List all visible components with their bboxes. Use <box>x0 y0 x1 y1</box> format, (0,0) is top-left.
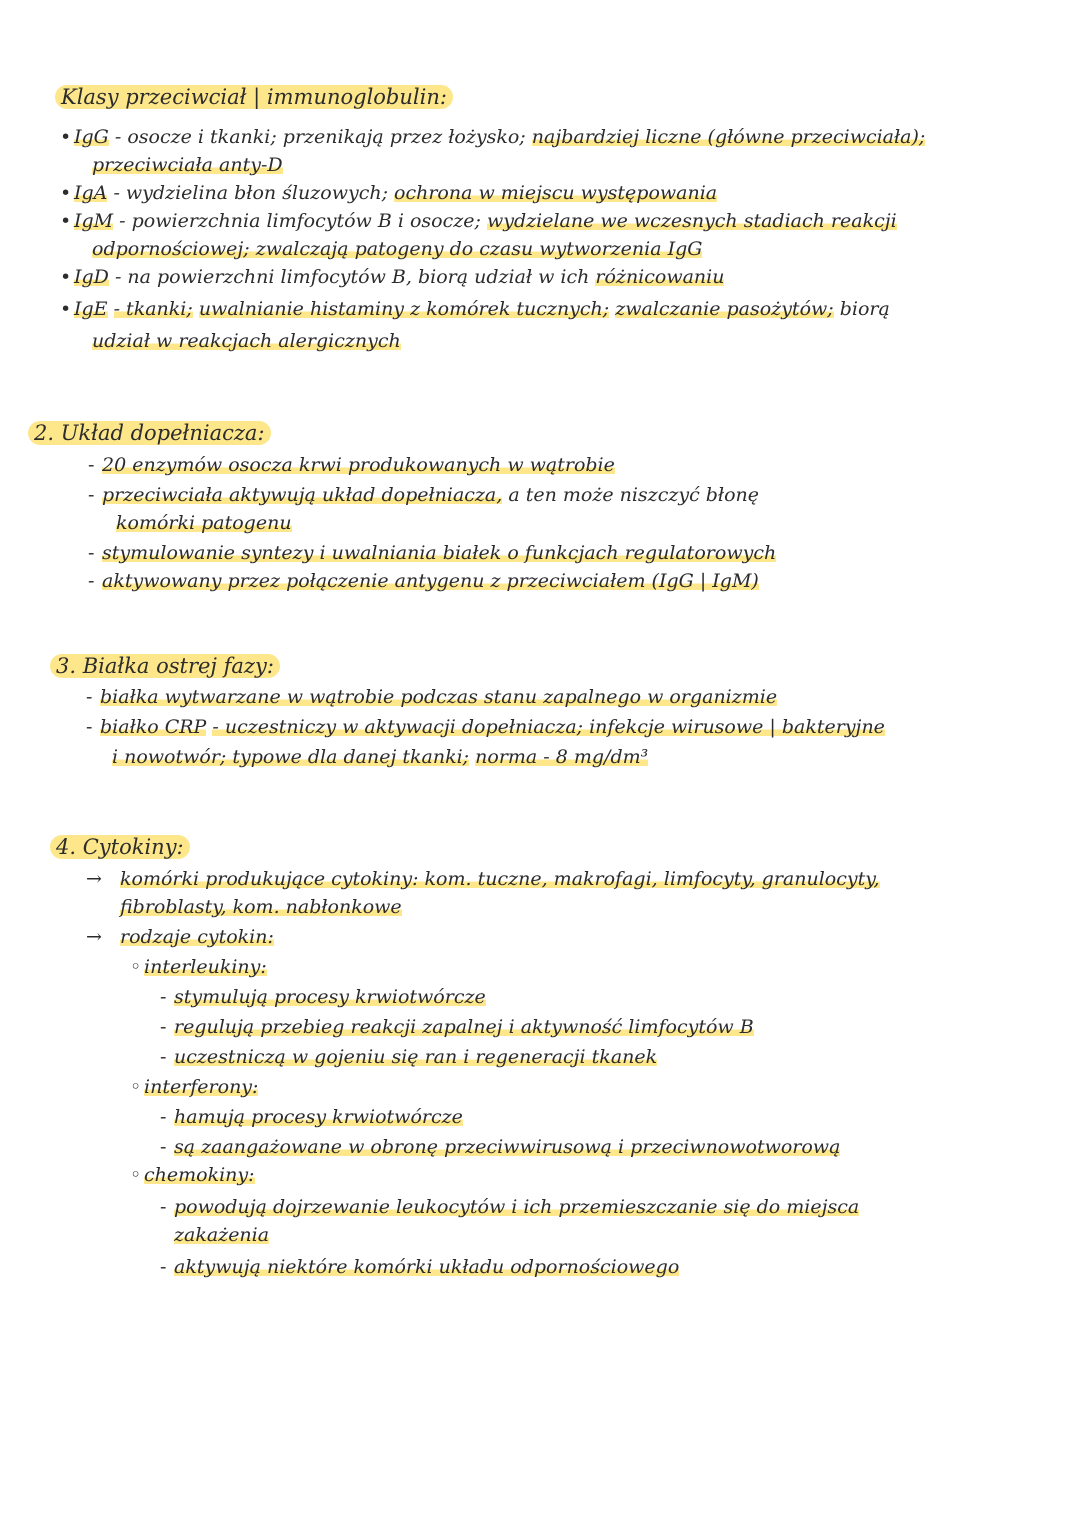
s3-text-2d: norma - 8 mg/dm³ <box>475 746 649 768</box>
igg-text-3: przeciwciała anty-D <box>92 154 283 176</box>
igd-text-2: różnicowaniu <box>595 266 725 288</box>
ige-text-5: udział w reakcjach alergicznych <box>92 330 401 352</box>
igd-line: • IgD - na powierzchni limfocytów B, biorą udział w ich różnicowaniu <box>60 266 725 288</box>
il-item-1: - stymulują procesy krwiotwórcze <box>160 986 486 1008</box>
s2-text-4a: aktywowany przez połączenie antygenu z przeciwciałem (IgG | IgM) <box>102 570 759 592</box>
igm-text-1: - powierzchnia limfocytów B i osocze; <box>119 210 481 232</box>
iga-text-2: ochrona w miejscu występowania <box>394 182 718 204</box>
ige-text-4: biorą <box>839 298 890 320</box>
ige-text-1: - tkanki; <box>113 298 193 320</box>
igg-line-1: • IgG - osocze i tkanki; przenikają przez łożysko; najbardziej liczne (główne przeciwciała); <box>60 126 926 148</box>
il-text-2: regulują przebieg reakcji zapalnej i aktywność limfocytów B <box>174 1016 754 1038</box>
ch-text-1: powodują dojrzewanie leukocytów i ich przemieszczanie się do miejsca <box>174 1196 860 1218</box>
ige-text-3: zwalczanie pasożytów; <box>615 298 834 320</box>
igd-text-1: - na powierzchni limfocytów B, biorą udział w ich <box>114 266 590 288</box>
ch-text-1b: zakażenia <box>174 1224 270 1246</box>
il-text-3: uczestniczą w gojeniu się ran i regeneracji tkanek <box>174 1046 658 1068</box>
s3-item-2-cont <box>112 744 648 770</box>
chemokiny-heading: ◦ chemokiny: <box>130 1164 255 1186</box>
igm-text-3: odpornościowej; zwalczają patogeny do czasu wytworzenia IgG <box>92 238 703 260</box>
il-item-2: - regulują przebieg reakcji zapalnej i aktywność limfocytów B <box>160 1016 754 1038</box>
igm-line-1: • IgM - powierzchnia limfocytów B i osocze; wydzielane we wczesnych stadiach reakcji <box>60 210 897 232</box>
s3-item-1: - białka wytwarzane w wątrobie podczas stanu zapalnego w organizmie <box>86 686 778 708</box>
s3-text-2a: białko CRP <box>100 716 207 738</box>
s4-arrow-1 <box>86 866 880 892</box>
ch-item-1-cont <box>174 1222 269 1248</box>
section3-heading <box>50 653 280 679</box>
igg-name: IgG <box>74 126 109 148</box>
s2-item-3: - stymulowanie syntezy i uwalniania białek o funkcjach regulatorowych <box>88 542 777 564</box>
s4-text-a1b: fibroblasty, kom. nabłonkowe <box>120 896 402 918</box>
section2-heading <box>28 420 271 446</box>
s2-text-1a: 20 enzymów osocza krwi produkowanych w wątrobie <box>102 454 615 476</box>
igm-name: IgM <box>74 210 114 232</box>
section1-title: Klasy przeciwciał | immunoglobulin: <box>55 85 453 109</box>
s4-text-a2: rodzaje cytokin: <box>120 926 274 948</box>
s4-text-a1: komórki produkujące cytokiny: kom. tuczne, makrofagi, limfocyty, granulocyty, <box>120 868 880 890</box>
arrow-right-icon: → <box>86 868 102 890</box>
s4-arrow-2 <box>86 924 274 950</box>
s2-text-3a: stymulowanie syntezy i uwalniania białek o funkcjach regulatorowych <box>102 542 777 564</box>
s4-arrow-1-cont <box>120 894 402 920</box>
ige-line-1: • IgE - tkanki; uwalnianie histaminy z komórek tucznych; zwalczanie pasożytów; biorą <box>60 298 890 320</box>
s2-text-2b: a ten może niszczyć błonę <box>508 484 759 506</box>
s2-item-4: - aktywowany przez połączenie antygenu z przeciwciałem (IgG | IgM) <box>88 570 759 592</box>
s3-text-1a: białka wytwarzane w wątrobie podczas stanu zapalnego w organizmie <box>100 686 778 708</box>
igg-text-1: - osocze i tkanki; przenikają przez łożysko; <box>114 126 526 148</box>
il-text-1: stymulują procesy krwiotwórcze <box>174 986 486 1008</box>
chemokiny-label: chemokiny: <box>144 1164 255 1186</box>
s2-text-2c: komórki patogenu <box>116 512 292 534</box>
interferony-heading: ◦ interferony: <box>130 1076 259 1098</box>
igm-text-2: wydzielane we wczesnych stadiach reakcji <box>486 210 897 232</box>
ch-item-1: - powodują dojrzewanie leukocytów i ich przemieszczanie się do miejsca <box>160 1196 860 1218</box>
s3-item-2: - białko CRP - uczestniczy w aktywacji dopełniacza; infekcje wirusowe | bakteryjne <box>86 716 885 738</box>
ch-item-2: - aktywują niektóre komórki układu odpornościowego <box>160 1256 680 1278</box>
section2-title: 2. Układ dopełniacza: <box>28 421 271 445</box>
s3-text-2c: i nowotwór; typowe dla danej tkanki; <box>112 746 470 768</box>
igd-name: IgD <box>74 266 109 288</box>
s2-text-2a: przeciwciała aktywują układ dopełniacza, <box>102 484 503 506</box>
s2-item-2: - przeciwciała aktywują układ dopełniacza, a ten może niszczyć błonę <box>88 484 759 506</box>
s2-item-2-cont <box>116 510 292 536</box>
if-item-2: - są zaangażowane w obronę przeciwwirusową i przeciwnowotworową <box>160 1136 841 1158</box>
if-item-1: - hamują procesy krwiotwórcze <box>160 1106 463 1128</box>
if-text-1: hamują procesy krwiotwórcze <box>174 1106 463 1128</box>
il-item-3: - uczestniczą w gojeniu się ran i regeneracji tkanek <box>160 1046 658 1068</box>
section1-heading <box>55 84 453 110</box>
section3-title: 3. Białka ostrej fazy: <box>50 654 280 678</box>
arrow-right-icon: → <box>86 926 102 948</box>
interleukiny-heading: ◦ interleukiny: <box>130 956 267 978</box>
iga-line: • IgA - wydzielina błon śluzowych; ochrona w miejscu występowania <box>60 182 718 204</box>
s3-text-2b: - uczestniczy w aktywacji dopełniacza; infekcje wirusowe | bakteryjne <box>212 716 885 738</box>
if-text-2: są zaangażowane w obronę przeciwwirusową i przeciwnowotworową <box>174 1136 841 1158</box>
ch-text-2: aktywują niektóre komórki układu odpornościowego <box>174 1256 680 1278</box>
igm-line-2 <box>92 236 702 262</box>
section4-title: 4. Cytokiny: <box>50 835 190 859</box>
s2-item-1: - 20 enzymów osocza krwi produkowanych w wątrobie <box>88 454 615 476</box>
igg-text-2: najbardziej liczne (główne przeciwciała); <box>531 126 926 148</box>
ige-name: IgE <box>74 298 108 320</box>
section4-heading <box>50 834 190 860</box>
igg-line-2 <box>92 152 283 178</box>
interleukiny-label: interleukiny: <box>144 956 267 978</box>
iga-name: IgA <box>74 182 108 204</box>
ige-text-2: uwalnianie histaminy z komórek tucznych; <box>198 298 610 320</box>
ige-line-2 <box>92 328 401 354</box>
iga-text-1: - wydzielina błon śluzowych; <box>113 182 388 204</box>
interferony-label: interferony: <box>144 1076 259 1098</box>
